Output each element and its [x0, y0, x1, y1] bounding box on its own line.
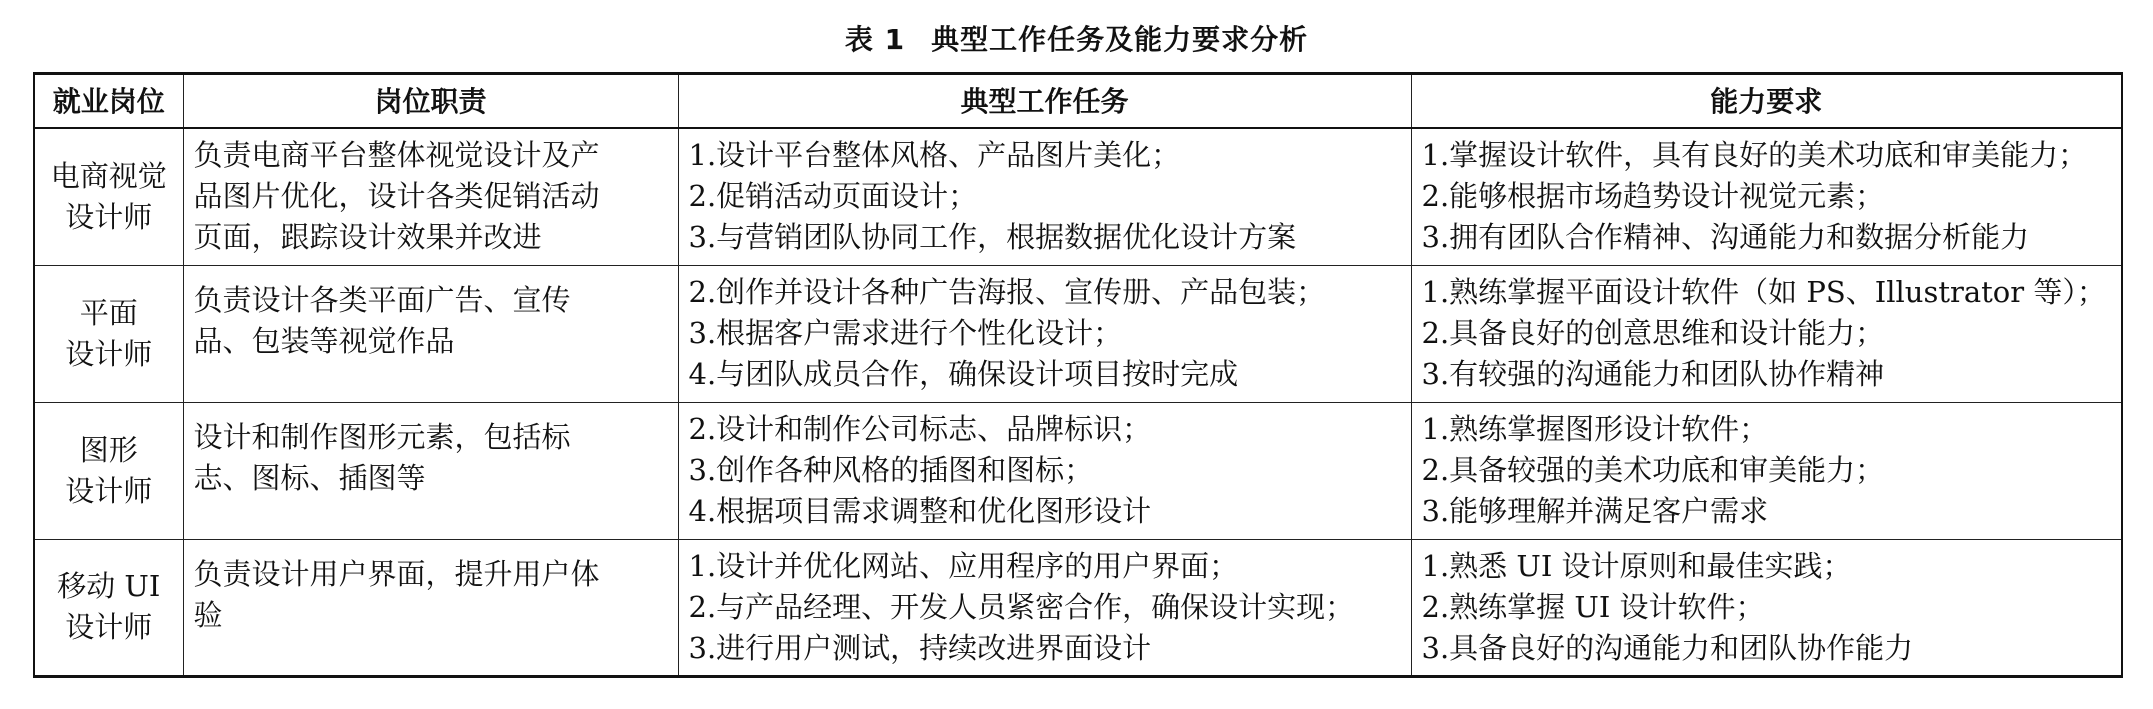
header-duties: 岗位职责	[183, 74, 678, 129]
task-item: 4.与团队成员合作，确保设计项目按时完成	[688, 357, 1239, 391]
abilities-cell	[1411, 402, 2122, 539]
task-item: 4.根据项目需求调整和优化图形设计	[688, 494, 1152, 528]
position-cell	[34, 402, 183, 539]
ability-item: 1.熟练掌握图形设计软件；	[1421, 412, 1769, 446]
table-row	[34, 539, 2122, 676]
position-line: 设计师	[65, 336, 153, 371]
position-cell	[34, 128, 183, 265]
table-caption	[0, 18, 2153, 58]
task-item: 2.设计和制作公司标志、品牌标识；	[688, 412, 1152, 446]
position-line: 移动 UI	[57, 569, 161, 603]
duty-cell	[183, 265, 678, 402]
task-item: 2.与产品经理、开发人员紧密合作，确保设计实现；	[688, 589, 1355, 624]
duty-cell	[183, 402, 678, 539]
task-item: 2.创作并设计各种广告海报、宣传册、产品包装；	[688, 275, 1326, 309]
ability-item: 1.熟练掌握平面设计软件（如 PS、Illustrator 等）；	[1421, 275, 2106, 309]
ability-item: 2.熟练掌握 UI 设计软件；	[1421, 589, 1765, 624]
duty-line: 负责电商平台整体视觉设计及产	[193, 138, 600, 173]
duty-line: 品图片优化，设计各类促销活动	[193, 179, 600, 214]
duty-line: 品、包装等视觉作品	[193, 323, 455, 358]
job-analysis-table	[33, 72, 2123, 678]
duty-line: 页面，跟踪设计效果并改进	[193, 220, 542, 255]
ability-item: 3.能够理解并满足客户需求	[1421, 494, 1769, 528]
task-item: 3.根据客户需求进行个性化设计；	[688, 316, 1123, 350]
ability-item: 1.掌握设计软件，具有良好的美术功底和审美能力；	[1421, 138, 2088, 173]
ability-item: 3.有较强的沟通能力和团队协作精神	[1421, 357, 1885, 391]
task-item: 3.进行用户测试，持续改进界面设计	[688, 630, 1152, 665]
duty-line: 验	[193, 597, 223, 632]
table-row	[34, 402, 2122, 539]
ability-item: 2.具备较强的美术功底和审美能力；	[1421, 453, 1885, 487]
table-title: 典型工作任务及能力要求分析	[931, 23, 1309, 56]
task-item: 1.设计并优化网站、应用程序的用户界面；	[688, 548, 1239, 583]
ability-item: 2.具备良好的创意思维和设计能力；	[1421, 316, 1885, 350]
tasks-cell	[678, 539, 1411, 676]
table-number: 表 1	[844, 23, 906, 56]
ability-item: 2.能够根据市场趋势设计视觉元素；	[1421, 179, 1885, 214]
duty-cell	[183, 128, 678, 265]
header-tasks: 典型工作任务	[678, 74, 1411, 129]
position-line: 设计师	[65, 473, 153, 508]
abilities-cell	[1411, 128, 2122, 265]
position-line: 设计师	[65, 199, 153, 234]
duty-line: 志、图标、插图等	[193, 460, 426, 495]
position-line: 设计师	[65, 610, 153, 644]
duty-cell	[183, 539, 678, 676]
header-abilities: 能力要求	[1411, 74, 2122, 129]
duty-line: 负责设计各类平面广告、宣传	[193, 282, 571, 317]
position-line: 电商视觉	[50, 158, 167, 193]
header-row	[34, 74, 2122, 129]
ability-item: 1.熟悉 UI 设计原则和最佳实践；	[1421, 548, 1852, 583]
position-cell	[34, 539, 183, 676]
abilities-cell	[1411, 265, 2122, 402]
ability-item: 3.具备良好的沟通能力和团队协作能力	[1421, 630, 1914, 665]
abilities-cell	[1411, 539, 2122, 676]
task-item: 1.设计平台整体风格、产品图片美化；	[688, 138, 1181, 173]
task-item: 3.创作各种风格的插图和图标；	[688, 453, 1094, 487]
position-line: 图形	[79, 432, 138, 467]
tasks-cell	[678, 128, 1411, 265]
duty-line: 设计和制作图形元素，包括标	[193, 419, 571, 454]
task-item: 3.与营销团队协同工作，根据数据优化设计方案	[688, 220, 1297, 255]
tasks-cell	[678, 402, 1411, 539]
table-row	[34, 128, 2122, 265]
duty-line: 负责设计用户界面，提升用户体	[193, 556, 600, 591]
task-item: 2.促销活动页面设计；	[688, 179, 978, 214]
ability-item: 3.拥有团队合作精神、沟通能力和数据分析能力	[1421, 220, 2030, 255]
position-cell	[34, 265, 183, 402]
header-position: 就业岗位	[34, 74, 183, 129]
table-row	[34, 265, 2122, 402]
position-line: 平面	[79, 295, 138, 330]
tasks-cell	[678, 265, 1411, 402]
